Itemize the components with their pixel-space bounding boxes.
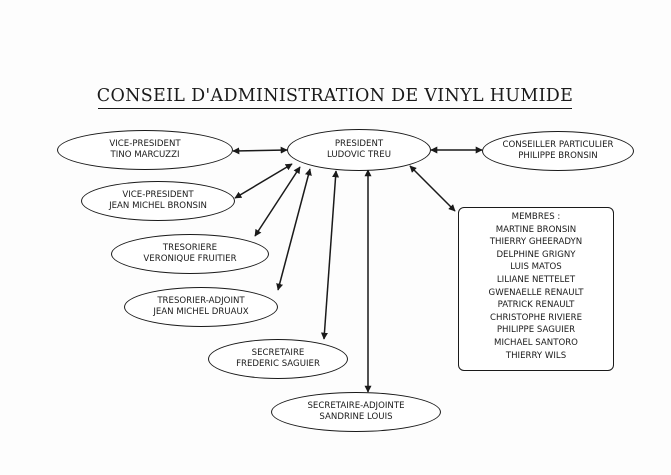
vice-president-2-role: VICE-PRESIDENT <box>122 190 194 200</box>
tresoriere-node <box>111 234 269 274</box>
secretaire-name: FREDERIC SAGUIER <box>236 359 320 369</box>
edge-president-tresoriere <box>255 167 300 236</box>
vice-president-1-name: TINO MARCUZZI <box>110 150 180 160</box>
member-item: THIERRY WILS <box>505 350 567 361</box>
members-heading: MEMBRES : <box>511 212 561 222</box>
secretaire-adjointe-name: SANDRINE LOUIS <box>319 412 393 422</box>
vice-president-2-name: JEAN MICHEL BRONSIN <box>109 201 207 211</box>
tresorier-adjoint-role: TRESORIER-ADJOINT <box>157 296 245 306</box>
member-item: MARTINE BRONSIN <box>495 224 577 235</box>
tresorier-adjoint-name: JEAN MICHEL DRUAUX <box>153 307 249 317</box>
president-node <box>287 129 431 171</box>
secretaire-node <box>208 339 348 379</box>
tresoriere-role: TRESORIERE <box>162 243 218 253</box>
member-item: CHRISTOPHE RIVIERE <box>490 312 582 323</box>
edge-president-membres <box>410 166 455 211</box>
members-box <box>458 207 614 371</box>
member-item: DELPHINE GRIGNY <box>496 249 576 260</box>
member-item: GWENAELLE RENAULT <box>488 287 584 298</box>
chart-title: CONSEIL D'ADMINISTRATION DE VINYL HUMIDE <box>96 86 574 106</box>
conseiller-name: PHILIPPE BRONSIN <box>518 151 598 161</box>
secretaire-adjointe-node <box>271 392 441 432</box>
president-name: LUDOVIC TREU <box>327 150 391 160</box>
member-item: THIERRY GHEERADYN <box>489 237 583 248</box>
members-list <box>459 224 613 363</box>
vice-president-2-node <box>81 181 235 221</box>
member-item: PHILIPPE SAGUIER <box>496 325 576 336</box>
member-item: LILIANE NETTELET <box>496 274 576 285</box>
secretaire-adjointe-role: SECRETAIRE-ADJOINTE <box>307 401 405 411</box>
edge-president-vice-president-1 <box>233 150 287 151</box>
conseiller-node <box>482 131 634 171</box>
tresoriere-name: VERONIQUE FRUITIER <box>143 254 237 264</box>
tresorier-adjoint-node <box>124 287 278 327</box>
vice-president-1-role: VICE-PRESIDENT <box>109 139 181 149</box>
president-role: PRESIDENT <box>334 139 384 149</box>
vice-president-1-node <box>57 130 233 170</box>
member-item: PATRICK RENAULT <box>497 300 575 311</box>
secretaire-role: SECRETAIRE <box>251 348 305 358</box>
conseiller-role: CONSEILLER PARTICULIER <box>502 140 614 150</box>
edge-president-secretaire <box>324 171 336 339</box>
edge-president-tresorier-adjoint <box>278 169 310 290</box>
member-item: LUIS MATOS <box>510 262 562 273</box>
member-item: MICHAEL SANTORO <box>494 337 578 348</box>
